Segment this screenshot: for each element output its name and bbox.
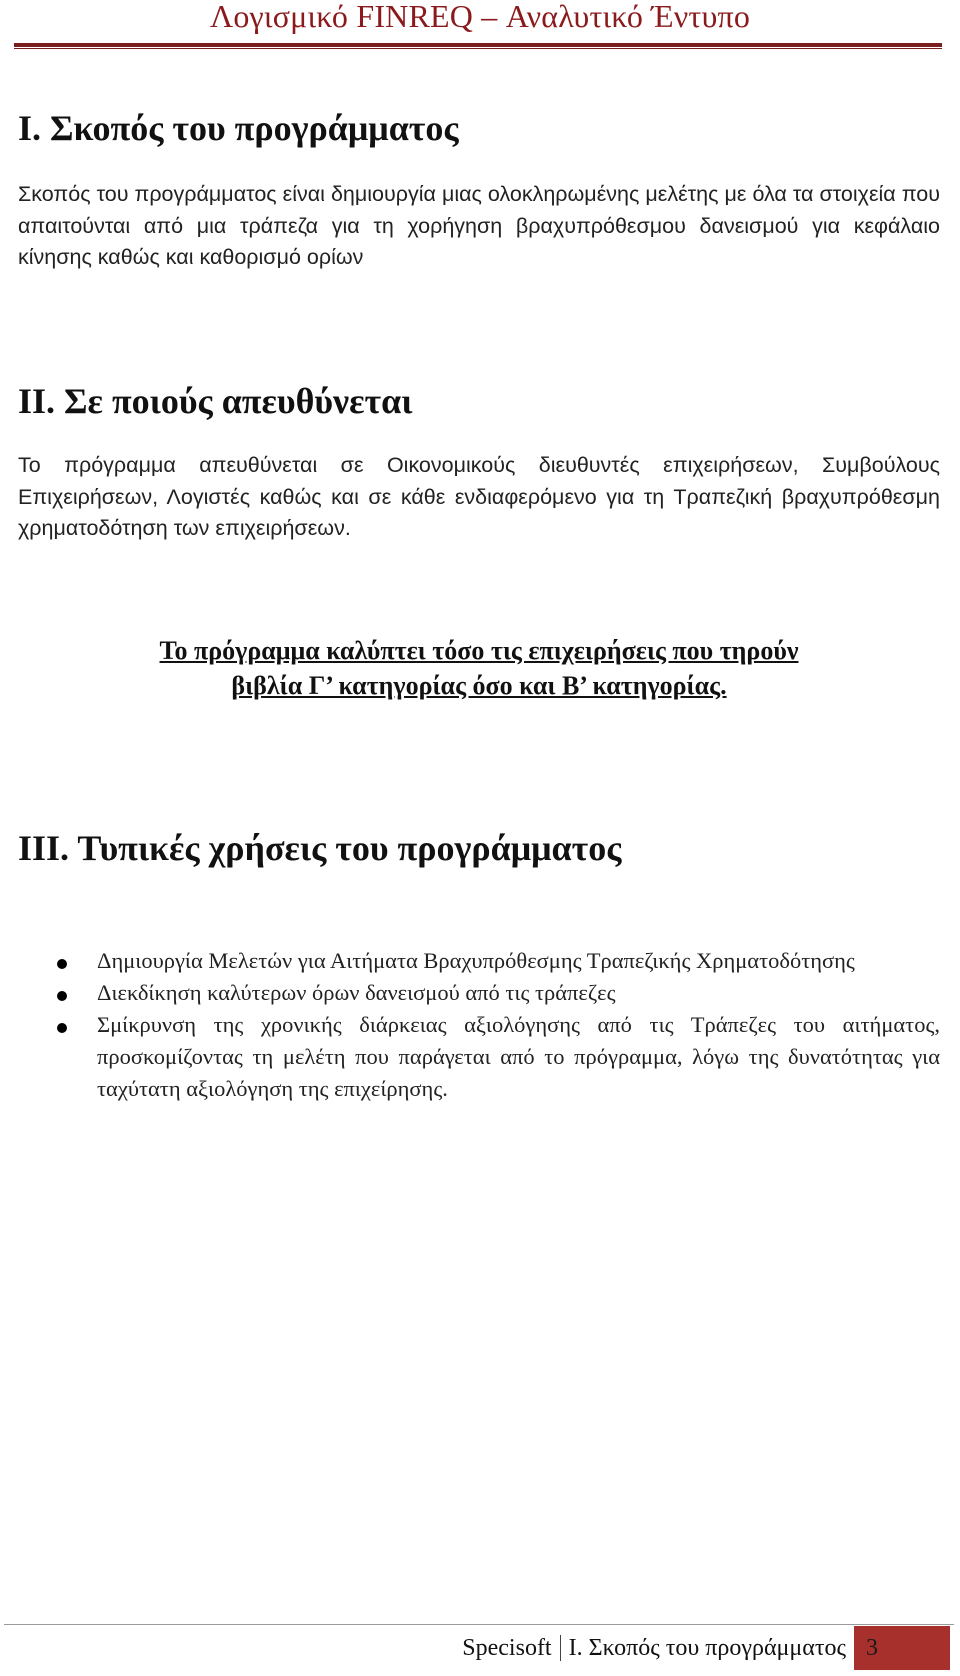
coverage-emphasis-line-2: βιβλία Γ’ κατηγορίας όσο και Β’ κατηγορίας. bbox=[231, 671, 727, 700]
page-number: 3 bbox=[866, 1634, 878, 1661]
purpose-paragraph: Σκοπός του προγράμματος είναι δημιουργία μιας ολοκληρωμένης μελέτης με όλα τα στοιχεία που απαιτούνται από μια τράπεζα για τη χορήγηση βραχυπρόθεσμου δανεισμού για κεφάλαιο κίνησης καθώς και καθορισμό ορίων bbox=[18, 182, 940, 269]
list-item bbox=[0, 1009, 940, 1105]
list-item-text: Σμίκρυνση της χρονικής διάρκειας αξιολόγησης από τις Τράπεζες του αιτήματος, προσκομίζοντας τη μελέτη που παράγεται από το πρόγραμμα, λόγω της δυνατότητας για ταχύτατη αξιολόγηση της επιχείρησης. bbox=[97, 1012, 940, 1101]
list-item bbox=[0, 977, 940, 1009]
page-number-box bbox=[854, 1626, 950, 1670]
audience-paragraph: Το πρόγραμμα απευθύνεται σε Οικονομικούς διευθυντές επιχειρήσεων, Συμβούλους Επιχειρήσεων, Λογιστές καθώς και σε κάθε ενδιαφερόμενο για τη Τραπεζική βραχυπρόθεσμη χρηματοδότηση των επιχειρήσεων. bbox=[18, 453, 940, 540]
document-title: Λογισμικό FINREQ – Αναλυτικό Έντυπο bbox=[209, 0, 751, 34]
section-heading-purpose: Ι. Σκοπός του προγράμματος bbox=[18, 108, 459, 148]
uses-list bbox=[0, 945, 940, 1105]
footer-divider bbox=[4, 1624, 954, 1625]
list-item-text: Διεκδίκηση καλύτερων όρων δανεισμού από τις τράπεζες bbox=[97, 980, 616, 1005]
bullet-icon bbox=[57, 959, 67, 969]
footer-section: Ι. Σκοπός του προγράμματος bbox=[568, 1634, 846, 1661]
list-item-text: Δημιουργία Μελετών για Αιτήματα Βραχυπρόθεσμης Τραπεζικής Χρηματοδότησης bbox=[97, 948, 855, 973]
header-divider bbox=[14, 43, 942, 47]
page-footer bbox=[462, 1626, 950, 1670]
coverage-emphasis-line-1: Το πρόγραμμα καλύπτει τόσο τις επιχειρήσεις που τηρούν bbox=[159, 636, 799, 665]
footer-company: Specisoft bbox=[462, 1634, 552, 1661]
section-heading-audience: ΙΙ. Σε ποιούς απευθύνεται bbox=[18, 381, 413, 421]
list-item bbox=[0, 945, 940, 977]
section-heading-uses: ΙΙΙ. Τυπικές χρήσεις του προγράμματος bbox=[18, 828, 622, 868]
bullet-icon bbox=[57, 991, 67, 1001]
bullet-icon bbox=[57, 1023, 67, 1033]
footer-separator bbox=[560, 1635, 561, 1661]
